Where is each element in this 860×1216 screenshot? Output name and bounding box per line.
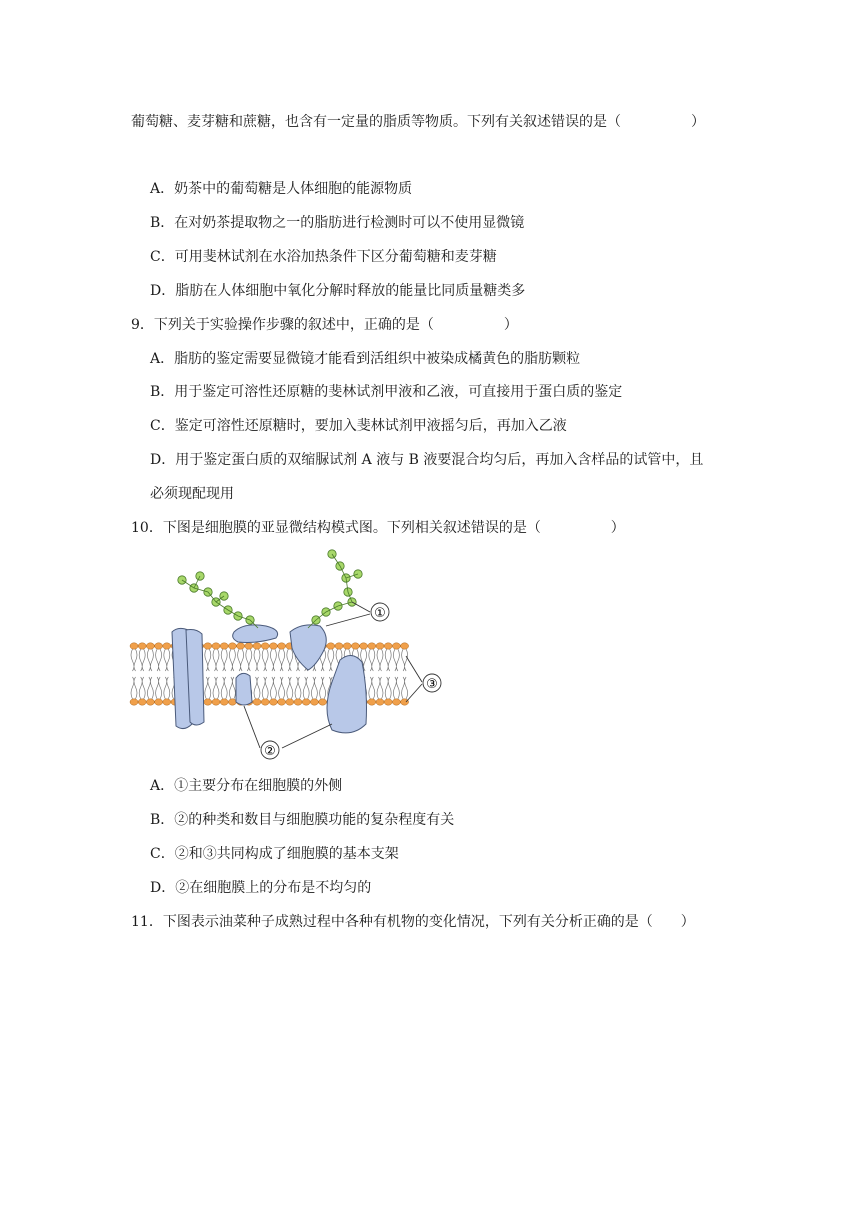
phospholipid-head: [392, 643, 400, 649]
q8-option-c: C．可用斐林试剂在水浴加热条件下区分葡萄糖和麦芽糖: [150, 249, 497, 265]
phospholipid-head: [278, 643, 286, 649]
phospholipid-head: [401, 643, 409, 649]
phospholipid-head: [212, 699, 220, 705]
label-3-text: ③: [426, 677, 438, 692]
phospholipid-tail: [369, 677, 375, 699]
q8-option-b: B．在对奶茶提取物之一的脂肪进行检测时可以不使用显微镜: [150, 215, 525, 231]
phospholipid-head: [220, 699, 228, 705]
phospholipid-tail: [279, 677, 285, 699]
phospholipid-tail: [139, 649, 145, 671]
phospholipid-tail: [287, 649, 293, 671]
phospholipid-head: [163, 699, 171, 705]
phospholipid-head: [204, 643, 212, 649]
phospholipid-tail: [213, 677, 219, 699]
phospholipid-head: [368, 699, 376, 705]
phospholipid-head: [294, 699, 302, 705]
phospholipid-head: [384, 699, 392, 705]
phospholipid-tail: [377, 649, 383, 671]
phospholipid-head: [376, 699, 384, 705]
phospholipid-head: [286, 699, 294, 705]
phospholipid-tail: [221, 677, 227, 699]
glycocalyx: [178, 550, 362, 624]
phospholipid-head: [384, 643, 392, 649]
phospholipid-head: [237, 643, 245, 649]
q10-option-c: C．②和③共同构成了细胞膜的基本支架: [150, 846, 399, 862]
diagram-label-1: [371, 603, 389, 621]
phospholipid-tail: [156, 677, 162, 699]
phospholipid-tail: [311, 677, 317, 699]
phospholipid-head: [228, 699, 236, 705]
phospholipid-tail: [229, 677, 235, 699]
q9-option-b: B．用于鉴定可溶性还原糖的斐林试剂甲液和乙液，可直接用于蛋白质的鉴定: [150, 384, 623, 400]
phospholipid-tail: [287, 677, 293, 699]
phospholipid-tail: [213, 649, 219, 671]
phospholipid-tail: [221, 649, 227, 671]
phospholipid-head: [261, 643, 269, 649]
phospholipid-tail: [246, 649, 252, 671]
small-embedded-protein: [236, 673, 252, 705]
phospholipid-head: [360, 643, 368, 649]
phospholipid-head: [146, 699, 154, 705]
phospholipid-tail: [131, 649, 137, 671]
phospholipid-tail: [377, 677, 383, 699]
phospholipid-tail: [303, 677, 309, 699]
phospholipid-tail: [320, 677, 326, 699]
phospholipid-head: [376, 643, 384, 649]
phospholipid-head: [228, 643, 236, 649]
q8-option-d: D．脂肪在人体细胞中氧化分解时释放的能量比同质量糖类多: [150, 283, 526, 299]
glycoprotein-top: [290, 625, 326, 670]
phospholipid-tail: [238, 649, 244, 671]
q10-option-d: D．②在细胞膜上的分布是不均匀的: [150, 880, 372, 896]
phospholipid-head: [146, 643, 154, 649]
q9-option-c: C．鉴定可溶性还原糖时，要加入斐林试剂甲液摇匀后，再加入乙液: [150, 418, 567, 434]
phospholipid-head: [335, 643, 343, 649]
phospholipid-tail: [385, 677, 391, 699]
phospholipid-head: [163, 643, 171, 649]
phospholipid-head: [351, 643, 359, 649]
phospholipid-head: [130, 699, 138, 705]
phospholipid-head: [269, 643, 277, 649]
q9-option-d-continued: 必须现配现用: [150, 486, 234, 502]
phospholipid-tail: [402, 677, 408, 699]
phospholipid-tail: [295, 677, 301, 699]
phospholipid-head: [253, 699, 261, 705]
phospholipid-head: [130, 643, 138, 649]
q11-stem: 11．下图表示油菜种子成熟过程中各种有机物的变化情况，下列有关分析正确的是（ ）: [131, 914, 695, 930]
phospholipid-head: [302, 699, 310, 705]
q10-option-b: B．②的种类和数目与细胞膜功能的复杂程度有关: [150, 812, 455, 828]
phospholipid-head: [261, 699, 269, 705]
phospholipid-head: [310, 699, 318, 705]
label-2-text: ②: [264, 744, 276, 759]
diagram-label-3: [423, 674, 441, 692]
phospholipid-head: [253, 643, 261, 649]
phospholipid-tail: [147, 649, 153, 671]
phospholipid-tail: [270, 677, 276, 699]
phospholipid-tail: [369, 649, 375, 671]
phospholipid-tail: [328, 649, 334, 671]
phospholipid-head: [212, 643, 220, 649]
phospholipid-head: [138, 643, 146, 649]
phospholipid-tail: [131, 677, 137, 699]
phospholipid-tail: [393, 649, 399, 671]
q9-stem: 9．下列关于实验操作步骤的叙述中，正确的是（ ）: [131, 317, 518, 333]
phospholipid-tail: [270, 649, 276, 671]
phospholipid-tail: [254, 649, 260, 671]
phospholipid-head: [319, 699, 327, 705]
phospholipid-head: [204, 699, 212, 705]
phospholipid-head: [155, 699, 163, 705]
peripheral-protein-top: [233, 625, 278, 643]
phospholipid-tail: [139, 677, 145, 699]
label-1-text: ①: [374, 606, 386, 621]
q9-option-a: A．脂肪的鉴定需要显微镜才能看到活组织中被染成橘黄色的脂肪颗粒: [150, 351, 581, 367]
q8-option-a: A．奶茶中的葡萄糖是人体细胞的能源物质: [150, 181, 413, 197]
phospholipid-head: [269, 699, 277, 705]
phospholipid-tail: [393, 677, 399, 699]
q8-stem-tail: 葡萄糖、麦芽糖和蔗糖，也含有一定量的脂质等物质。下列有关叙述错误的是（ ）: [131, 114, 705, 130]
phospholipid-tail: [385, 649, 391, 671]
cell-membrane-diagram: [126, 542, 448, 764]
phospholipid-tail: [164, 677, 170, 699]
phospholipid-head: [138, 699, 146, 705]
phospholipid-head: [220, 643, 228, 649]
phospholipid-head: [155, 643, 163, 649]
diagram-label-2: [261, 741, 279, 759]
phospholipid-tail: [262, 649, 268, 671]
q10-option-a: A．①主要分布在细胞膜的外侧: [150, 778, 343, 794]
bilayer-upper-heads: [130, 643, 409, 649]
phospholipid-tail: [147, 677, 153, 699]
phospholipid-head: [245, 643, 253, 649]
large-transmembrane-protein: [327, 655, 367, 732]
phospholipid-head: [392, 699, 400, 705]
phospholipid-tail: [402, 649, 408, 671]
phospholipid-head: [368, 643, 376, 649]
phospholipid-tail: [205, 677, 211, 699]
phospholipid-tail: [279, 649, 285, 671]
phospholipid-tail: [229, 649, 235, 671]
phospholipid-head: [278, 699, 286, 705]
phospholipid-tail: [156, 649, 162, 671]
phospholipid-tail: [254, 677, 260, 699]
phospholipid-head: [343, 643, 351, 649]
q9-option-d: D．用于鉴定蛋白质的双缩脲试剂 A 液与 B 液要混合均匀后，再加入含样品的试管中，且: [150, 452, 704, 468]
phospholipid-head: [327, 643, 335, 649]
phospholipid-tail: [164, 649, 170, 671]
q10-stem: 10．下图是细胞膜的亚显微结构模式图。下列相关叙述错误的是（ ）: [131, 520, 625, 536]
membrane-proteins: [172, 625, 367, 733]
phospholipid-tail: [205, 649, 211, 671]
phospholipid-tail: [262, 677, 268, 699]
